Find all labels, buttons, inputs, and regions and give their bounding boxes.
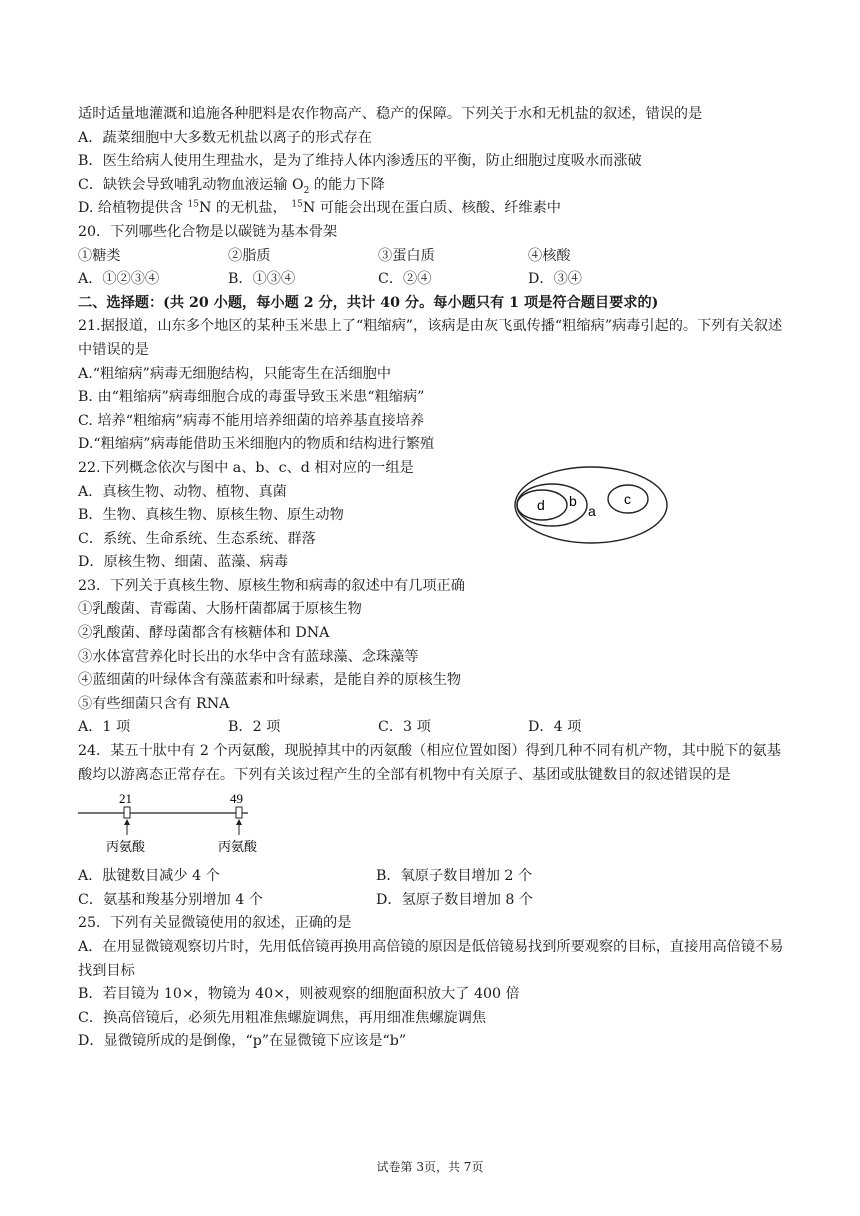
q22-block xyxy=(78,457,790,575)
q23-option: D．4 项 xyxy=(528,719,582,736)
label-d: d xyxy=(537,496,545,513)
page-footer: 试卷第 3页，共 7页 xyxy=(376,1160,484,1174)
q23-options xyxy=(78,716,790,740)
q22-option-c: C．系统、生命系统、生态系统、群落 xyxy=(78,530,316,547)
q20-option: D．③④ xyxy=(528,271,582,288)
exam-page xyxy=(78,103,790,1054)
alanine-label-1: 丙氨酸 xyxy=(106,840,146,856)
q24-options-row2 xyxy=(78,889,790,913)
q24-option-b: B．氧原子数目增加 2 个 xyxy=(376,868,533,885)
q24-option-d: D．氢原子数目增加 8 个 xyxy=(376,891,534,908)
q25-option-d: D．显微镜所成的是倒像，“p”在显微镜下应该是“b” xyxy=(78,1033,407,1050)
label-c: c xyxy=(624,490,631,507)
position-49: 49 xyxy=(230,791,243,807)
position-21: 21 xyxy=(119,791,132,807)
q24-stem: 24．某五十肽中有 2 个丙氨酸，现脱掉其中的丙氨酸（相应位置如图）得到几种不同有机产物，其中脱下的氨基酸均以游离态正常存在。下列有关该过程产生的全部有机物中有关原子、基团或肽键数目的叙述错误的是 xyxy=(78,743,781,783)
q21-option-a: A.“粗缩病”病毒无细胞结构，只能寄生在活细胞中 xyxy=(78,365,392,382)
section-heading: 二、选择题：(共 20 小题，每小题 2 分，共计 40 分。每小题只有 1 项是符合题目要求的) xyxy=(78,294,659,311)
q21-option-d: D.“粗缩病”病毒能借助玉米细胞内的物质和结构进行繁殖 xyxy=(78,436,435,453)
q20-items xyxy=(78,245,790,269)
q25-option-a: A．在用显微镜观察切片时，先用低倍镜再换用高倍镜的原因是低倍镜易找到所要观察的目标，直接用高倍镜不易找到目标 xyxy=(78,939,784,979)
q23-item: ⑤有些细菌只含有 RNA xyxy=(78,695,230,712)
q22-stem: 22.下列概念依次与图中 a、b、c、d 相对应的一组是 xyxy=(78,459,414,476)
label-b: b xyxy=(569,492,577,509)
q20-item: ④核酸 xyxy=(528,247,571,264)
q24-options-row1 xyxy=(78,865,790,889)
q21-option-b: B. 由“粗缩病”病毒细胞合成的毒蛋导致玉米患“粗缩病” xyxy=(78,389,425,406)
concept-venn-diagram xyxy=(514,461,674,547)
alanine-label-2: 丙氨酸 xyxy=(218,840,258,856)
q20-option: C．②④ xyxy=(378,271,432,288)
q23-option: A．1 项 xyxy=(78,719,131,736)
q20-item: ②脂质 xyxy=(228,247,271,264)
q25-stem: 25．下列有关显微镜使用的叙述，正确的是 xyxy=(78,915,352,932)
q19-stem: 适时适量地灌溉和追施各种肥料是农作物高产、稳产的保障。下列关于水和无机盐的叙述，错误的是 xyxy=(78,106,703,122)
residue-box-49 xyxy=(236,807,242,818)
q23-item: ①乳酸菌、青霉菌、大肠杆菌都属于原核生物 xyxy=(78,601,362,618)
q23-option: B．2 项 xyxy=(228,719,281,736)
q21-option-c: C. 培养“粗缩病”病毒不能用培养细菌的培养基直接培养 xyxy=(78,412,425,429)
q23-item: ②乳酸菌、酵母菌都含有核糖体和 DNA xyxy=(78,625,330,642)
q23-item: ③水体富营养化时长出的水华中含有蓝球藻、念珠藻等 xyxy=(78,648,419,665)
q19-option-d: D. 给植物提供含 $^{15}$N 的无机盐， $^{15}$N 可能会出现在蛋白质、核酸、纤维素中 xyxy=(78,199,561,217)
q24-option-c: C．氨基和羧基分别增加 4 个 xyxy=(78,891,263,908)
peptide-chain-svg xyxy=(78,791,278,859)
q22-option-a: A．真核生物、动物、植物、真菌 xyxy=(78,483,287,500)
q22-option-b: B．生物、真核生物、原核生物、原生动物 xyxy=(78,507,344,524)
q23-stem: 23．下列关于真核生物、原核生物和病毒的叙述中有几项正确 xyxy=(78,577,465,594)
q20-option: A．①②③④ xyxy=(78,271,160,288)
q19-option-c: C．缺铁会导致哺乳动物血液运输 $O_2$ 的能力下降 xyxy=(78,176,385,196)
q22-option-d: D．原核生物、细菌、蓝藻、病毒 xyxy=(78,554,289,571)
arrow-head-49-icon xyxy=(236,819,242,825)
q20-option: B．①③④ xyxy=(228,271,296,288)
q19-option-b: B．医生给病人使用生理盐水，是为了维持人体内渗透压的平衡，防止细胞过度吸水而涨破 xyxy=(78,153,642,170)
q21-stem: 21.据报道，山东多个地区的某种玉米患上了“粗缩病”，该病是由灰飞虱传播“粗缩病”病毒引起的。下列有关叙述中错误的是 xyxy=(78,318,783,358)
q23-item: ④蓝细菌的叶绿体含有藻蓝素和叶绿素，是能自养的原核生物 xyxy=(78,672,462,689)
peptide-diagram xyxy=(78,791,790,859)
q20-stem: 20．下列哪些化合物是以碳链为基本骨架 xyxy=(78,223,338,240)
q23-option: C．3 项 xyxy=(378,719,431,736)
q24-option-a: A．肽键数目减少 4 个 xyxy=(78,868,220,885)
q20-options xyxy=(78,268,790,292)
q20-item: ③蛋白质 xyxy=(378,247,435,264)
label-a: a xyxy=(588,502,596,519)
q19-option-a: A．蔬菜细胞中大多数无机盐以离子的形式存在 xyxy=(78,129,372,146)
arrow-head-21-icon xyxy=(124,819,130,825)
q25-option-b: B．若目镜为 10×，物镜为 40×，则被观察的细胞面积放大了 400 倍 xyxy=(78,986,520,1003)
q20-item: ①糖类 xyxy=(78,247,121,264)
q25-option-c: C．换高倍镜后，必须先用粗准焦螺旋调焦，再用细准焦螺旋调焦 xyxy=(78,1009,487,1026)
residue-box-21 xyxy=(124,807,130,818)
